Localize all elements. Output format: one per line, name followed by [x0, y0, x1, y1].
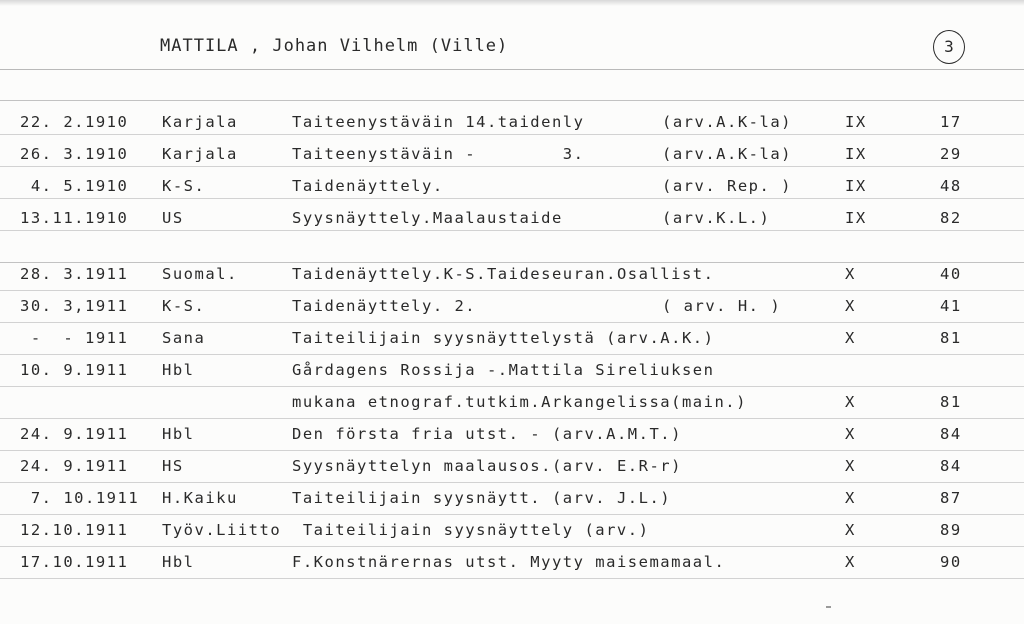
entry-source: H.Kaiku — [162, 489, 238, 507]
entry-page: 81 — [940, 393, 962, 411]
entry-title: Syysnäyttelyn maalausos.(arv. E.R-r) — [292, 457, 682, 475]
entry-source: Hbl — [162, 361, 195, 379]
entry-source: US — [162, 209, 184, 227]
ruled-line — [0, 198, 1024, 199]
entry-page: 17 — [940, 113, 962, 131]
entry-volume: X — [845, 265, 856, 283]
entry-volume: X — [845, 393, 856, 411]
entry-title: Den första fria utst. - (arv.A.M.T.) — [292, 425, 682, 443]
entry-source: Karjala — [162, 145, 238, 163]
title-divider — [0, 69, 1024, 70]
ruled-line — [0, 418, 1024, 419]
entry-reviewer: ( arv. H. ) — [662, 297, 782, 315]
card-number-circle: 3 — [933, 30, 965, 64]
entry-volume: X — [845, 521, 856, 539]
entry-reviewer: (arv.A.K-la) — [662, 145, 792, 163]
entry-page: 29 — [940, 145, 962, 163]
entry-volume: IX — [845, 145, 867, 163]
entry-source: Hbl — [162, 425, 195, 443]
entry-reviewer: (arv.A.K-la) — [662, 113, 792, 131]
entry-page: 84 — [940, 425, 962, 443]
ruled-line — [0, 134, 1024, 135]
ruled-line — [0, 262, 1024, 263]
card-title: MATTILA , Johan Vilhelm (Ville) — [160, 36, 509, 56]
entry-source: HS — [162, 457, 184, 475]
entry-page: 41 — [940, 297, 962, 315]
entry-page: 84 — [940, 457, 962, 475]
stray-mark — [826, 606, 831, 608]
entry-source: Hbl — [162, 553, 195, 571]
entry-page: 48 — [940, 177, 962, 195]
entry-source: K-S. — [162, 297, 206, 315]
entry-title: Gårdagens Rossija -.Mattila Sireliuksen — [292, 361, 715, 379]
entry-title: Taiteenystäväin - 3. — [292, 145, 585, 163]
entry-volume: X — [845, 297, 856, 315]
ruled-line — [0, 354, 1024, 355]
entry-source: Sana — [162, 329, 206, 347]
entry-date: 17.10.1911 — [20, 553, 129, 571]
ruled-line — [0, 290, 1024, 291]
entry-title: Taidenäyttely. 2. — [292, 297, 477, 315]
ruled-line — [0, 386, 1024, 387]
entry-reviewer: (arv. Rep. ) — [662, 177, 792, 195]
entry-date: 24. 9.1911 — [20, 457, 129, 475]
ruled-line — [0, 322, 1024, 323]
ruled-line — [0, 450, 1024, 451]
entry-title: Syysnäyttely.Maalaustaide — [292, 209, 563, 227]
entry-volume: X — [845, 329, 856, 347]
entry-page: 82 — [940, 209, 962, 227]
ruled-line — [0, 166, 1024, 167]
entry-page: 40 — [940, 265, 962, 283]
entry-source-title: Työv.Liitto Taiteilijain syysnäyttely (arv.) — [162, 521, 650, 539]
entry-date: 28. 3.1911 — [20, 265, 129, 283]
entry-title: Taidenäyttely.K-S.Taideseuran.Osallist. — [292, 265, 715, 283]
entry-volume: IX — [845, 113, 867, 131]
entry-title-continuation: mukana etnograf.tutkim.Arkangelissa(main.) — [292, 393, 747, 411]
entry-page: 89 — [940, 521, 962, 539]
entry-date: 26. 3.1910 — [20, 145, 129, 163]
entry-volume: X — [845, 489, 856, 507]
entry-title: Taiteilijain syysnäytt. (arv. J.L.) — [292, 489, 672, 507]
entry-page: 81 — [940, 329, 962, 347]
ruled-line — [0, 514, 1024, 515]
entry-title: Taiteilijain syysnäyttelystä (arv.A.K.) — [292, 329, 715, 347]
entry-date: 4. 5.1910 — [20, 177, 129, 195]
entry-title: Taiteenystäväin 14.taidenly — [292, 113, 585, 131]
ruled-line — [0, 546, 1024, 547]
entry-date: 22. 2.1910 — [20, 113, 129, 131]
entry-date: 13.11.1910 — [20, 209, 129, 227]
entry-volume: X — [845, 425, 856, 443]
entry-date: - - 1911 — [20, 329, 129, 347]
entry-volume: IX — [845, 209, 867, 227]
entry-date: 24. 9.1911 — [20, 425, 129, 443]
entry-reviewer: (arv.K.L.) — [662, 209, 771, 227]
entry-volume: X — [845, 553, 856, 571]
entry-date: 12.10.1911 — [20, 521, 129, 539]
entry-source: Karjala — [162, 113, 238, 131]
ruled-line — [0, 578, 1024, 579]
entry-source: K-S. — [162, 177, 206, 195]
entry-volume: X — [845, 457, 856, 475]
entry-date: 7. 10.1911 — [20, 489, 140, 507]
entry-title: F.Konstnärernas utst. Myyty maisemamaal. — [292, 553, 726, 571]
ruled-line — [0, 482, 1024, 483]
entry-page: 87 — [940, 489, 962, 507]
entry-page: 90 — [940, 553, 962, 571]
ruled-line — [0, 100, 1024, 101]
ruled-line — [0, 230, 1024, 231]
entry-title: Taidenäyttely. — [292, 177, 444, 195]
entry-source: Suomal. — [162, 265, 238, 283]
entry-date: 10. 9.1911 — [20, 361, 129, 379]
entry-date: 30. 3,1911 — [20, 297, 129, 315]
entry-volume: IX — [845, 177, 867, 195]
card-top-edge — [0, 0, 1024, 6]
